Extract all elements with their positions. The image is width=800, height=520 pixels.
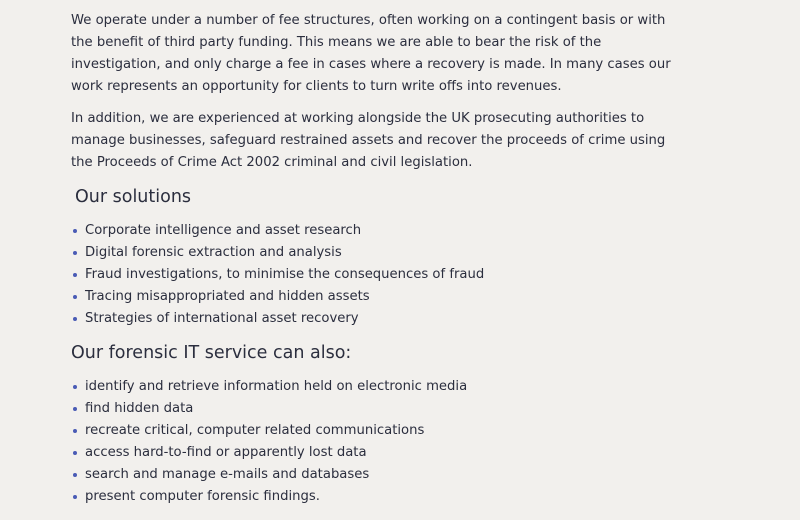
- bullet-icon: [73, 251, 77, 255]
- list-item-text: recreate critical, computer related communications: [85, 423, 425, 438]
- list-item: [71, 220, 671, 242]
- list-item: [71, 420, 671, 442]
- list-item: [71, 398, 671, 420]
- list-item-text: search and manage e-mails and databases: [85, 467, 370, 482]
- list-item: [71, 308, 671, 330]
- forensic-it-list: [71, 376, 671, 508]
- intro-paragraph-prosecuting: In addition, we are experienced at working alongside the UK prosecuting authorities to manage businesses, safeguard restrained assets and recover the proceeds of crime using the Proceeds of Crime Act 2002 criminal and civil legislation.: [71, 111, 666, 170]
- bullet-icon: [73, 229, 77, 233]
- main-content: [71, 10, 671, 508]
- list-item-text: identify and retrieve information held on electronic media: [85, 379, 468, 394]
- list-item: [71, 442, 671, 464]
- solutions-list: [71, 220, 671, 330]
- solutions-heading: Our solutions: [75, 187, 192, 207]
- list-item: [71, 286, 671, 308]
- forensic-it-heading: Our forensic IT service can also:: [71, 343, 352, 363]
- bullet-icon: [73, 407, 77, 411]
- list-item: [71, 376, 671, 398]
- list-item-text: Corporate intelligence and asset research: [85, 223, 362, 238]
- bullet-icon: [73, 429, 77, 433]
- bullet-icon: [73, 295, 77, 299]
- list-item: [71, 486, 671, 508]
- bullet-icon: [73, 495, 77, 499]
- bullet-icon: [73, 273, 77, 277]
- bullet-icon: [73, 317, 77, 321]
- list-item-text: Digital forensic extraction and analysis: [85, 245, 342, 260]
- list-item-text: find hidden data: [85, 401, 194, 416]
- list-item: [71, 242, 671, 264]
- bullet-icon: [73, 385, 77, 389]
- list-item-text: present computer forensic findings.: [85, 489, 320, 504]
- list-item-text: Tracing misappropriated and hidden assets: [85, 289, 370, 304]
- list-item: [71, 464, 671, 486]
- intro-paragraph-fees: We operate under a number of fee structures, often working on a contingent basis or with the benefit of third party funding. This means we are able to bear the risk of the investigation, and only charge a fee in cases where a recovery is made. In many cases our work represents an opportunity for clients to turn write offs into revenues.: [71, 13, 671, 94]
- list-item-text: access hard-to-find or apparently lost data: [85, 445, 367, 460]
- bullet-icon: [73, 451, 77, 455]
- bullet-icon: [73, 473, 77, 477]
- list-item-text: Strategies of international asset recovery: [85, 311, 359, 326]
- list-item: [71, 264, 671, 286]
- list-item-text: Fraud investigations, to minimise the consequences of fraud: [85, 267, 485, 282]
